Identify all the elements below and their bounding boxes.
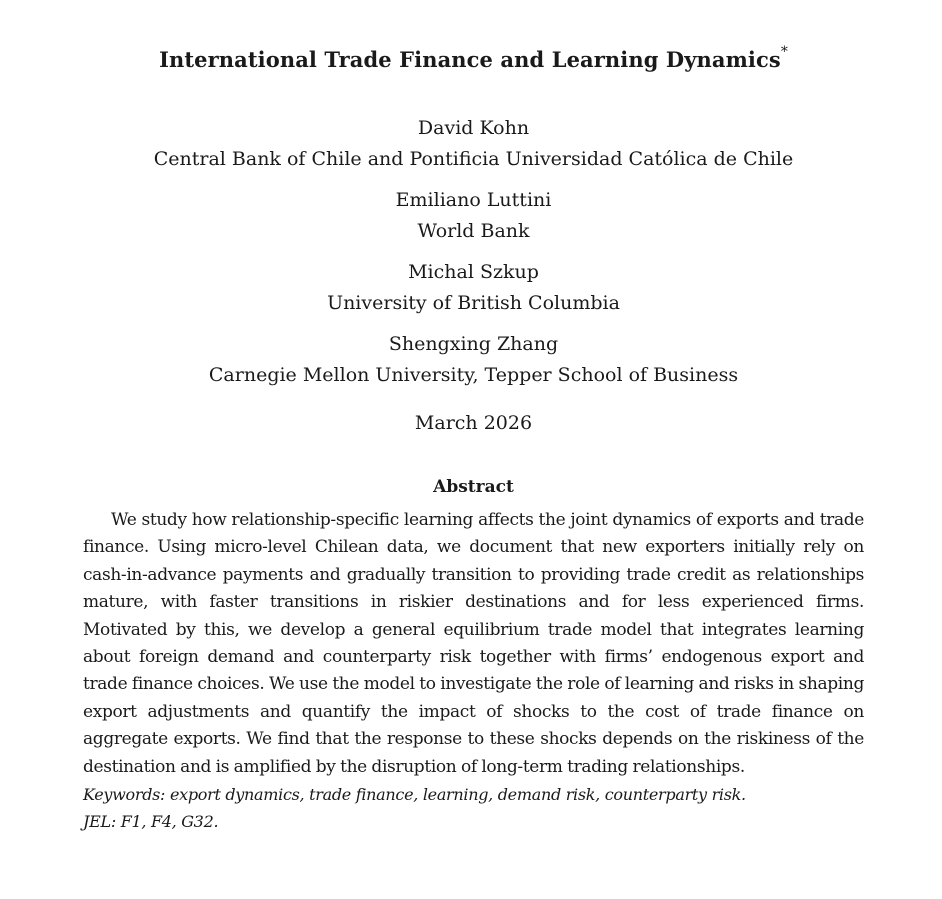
keywords: Keywords: export dynamics, trade finance, learning, demand risk, counterparty risk. <box>83 785 746 805</box>
paper-date: March 2026 <box>414 412 533 434</box>
paper-title <box>83 0 864 75</box>
author-block <box>83 185 864 247</box>
author-name: Michal Szkup <box>408 261 539 283</box>
author-block <box>83 257 864 319</box>
jel-codes: JEL: F1, F4, G32. <box>83 812 219 832</box>
author-affiliation: Central Bank of Chile and Pontificia Universidad Católica de Chile <box>153 148 794 170</box>
abstract-heading: Abstract <box>433 477 514 497</box>
author-name: David Kohn <box>417 117 530 139</box>
author-name: Emiliano Luttini <box>395 189 552 211</box>
author-block <box>83 113 864 175</box>
author-affiliation: World Bank <box>417 220 530 242</box>
abstract-text: We study how relationship-specific learning affects the joint dynamics of exports and trade finance. Using micro-level Chilean data, we document that new exporters initially rely on cash-in-advance payments and gradually transition to providing trade credit as relationships mature, with faster transitions in riskier destinations and for less experienced firms. Motivated by this, we develop a general equilibrium trade model that integrates learning about foreign demand and counterparty risk together with firms’ endogenous export and trade finance choices. We use the model to investigate the role of learning and risks in shaping export adjustments and quantify the impact of shocks to the cost of trade finance on aggregate exports. We find that the response to these shocks depends on the riskiness of the destination and is amplified by the disruption of long-term trading relationships. <box>83 510 864 777</box>
author-affiliation: Carnegie Mellon University, Tepper School of Business <box>208 364 739 386</box>
author-affiliation: University of British Columbia <box>327 292 620 314</box>
title-footnote-mark: * <box>780 44 788 60</box>
author-block <box>83 329 864 391</box>
author-name: Shengxing Zhang <box>388 333 559 355</box>
author-list <box>83 113 864 391</box>
paper-title-text: International Trade Finance and Learning Dynamics <box>159 47 781 72</box>
